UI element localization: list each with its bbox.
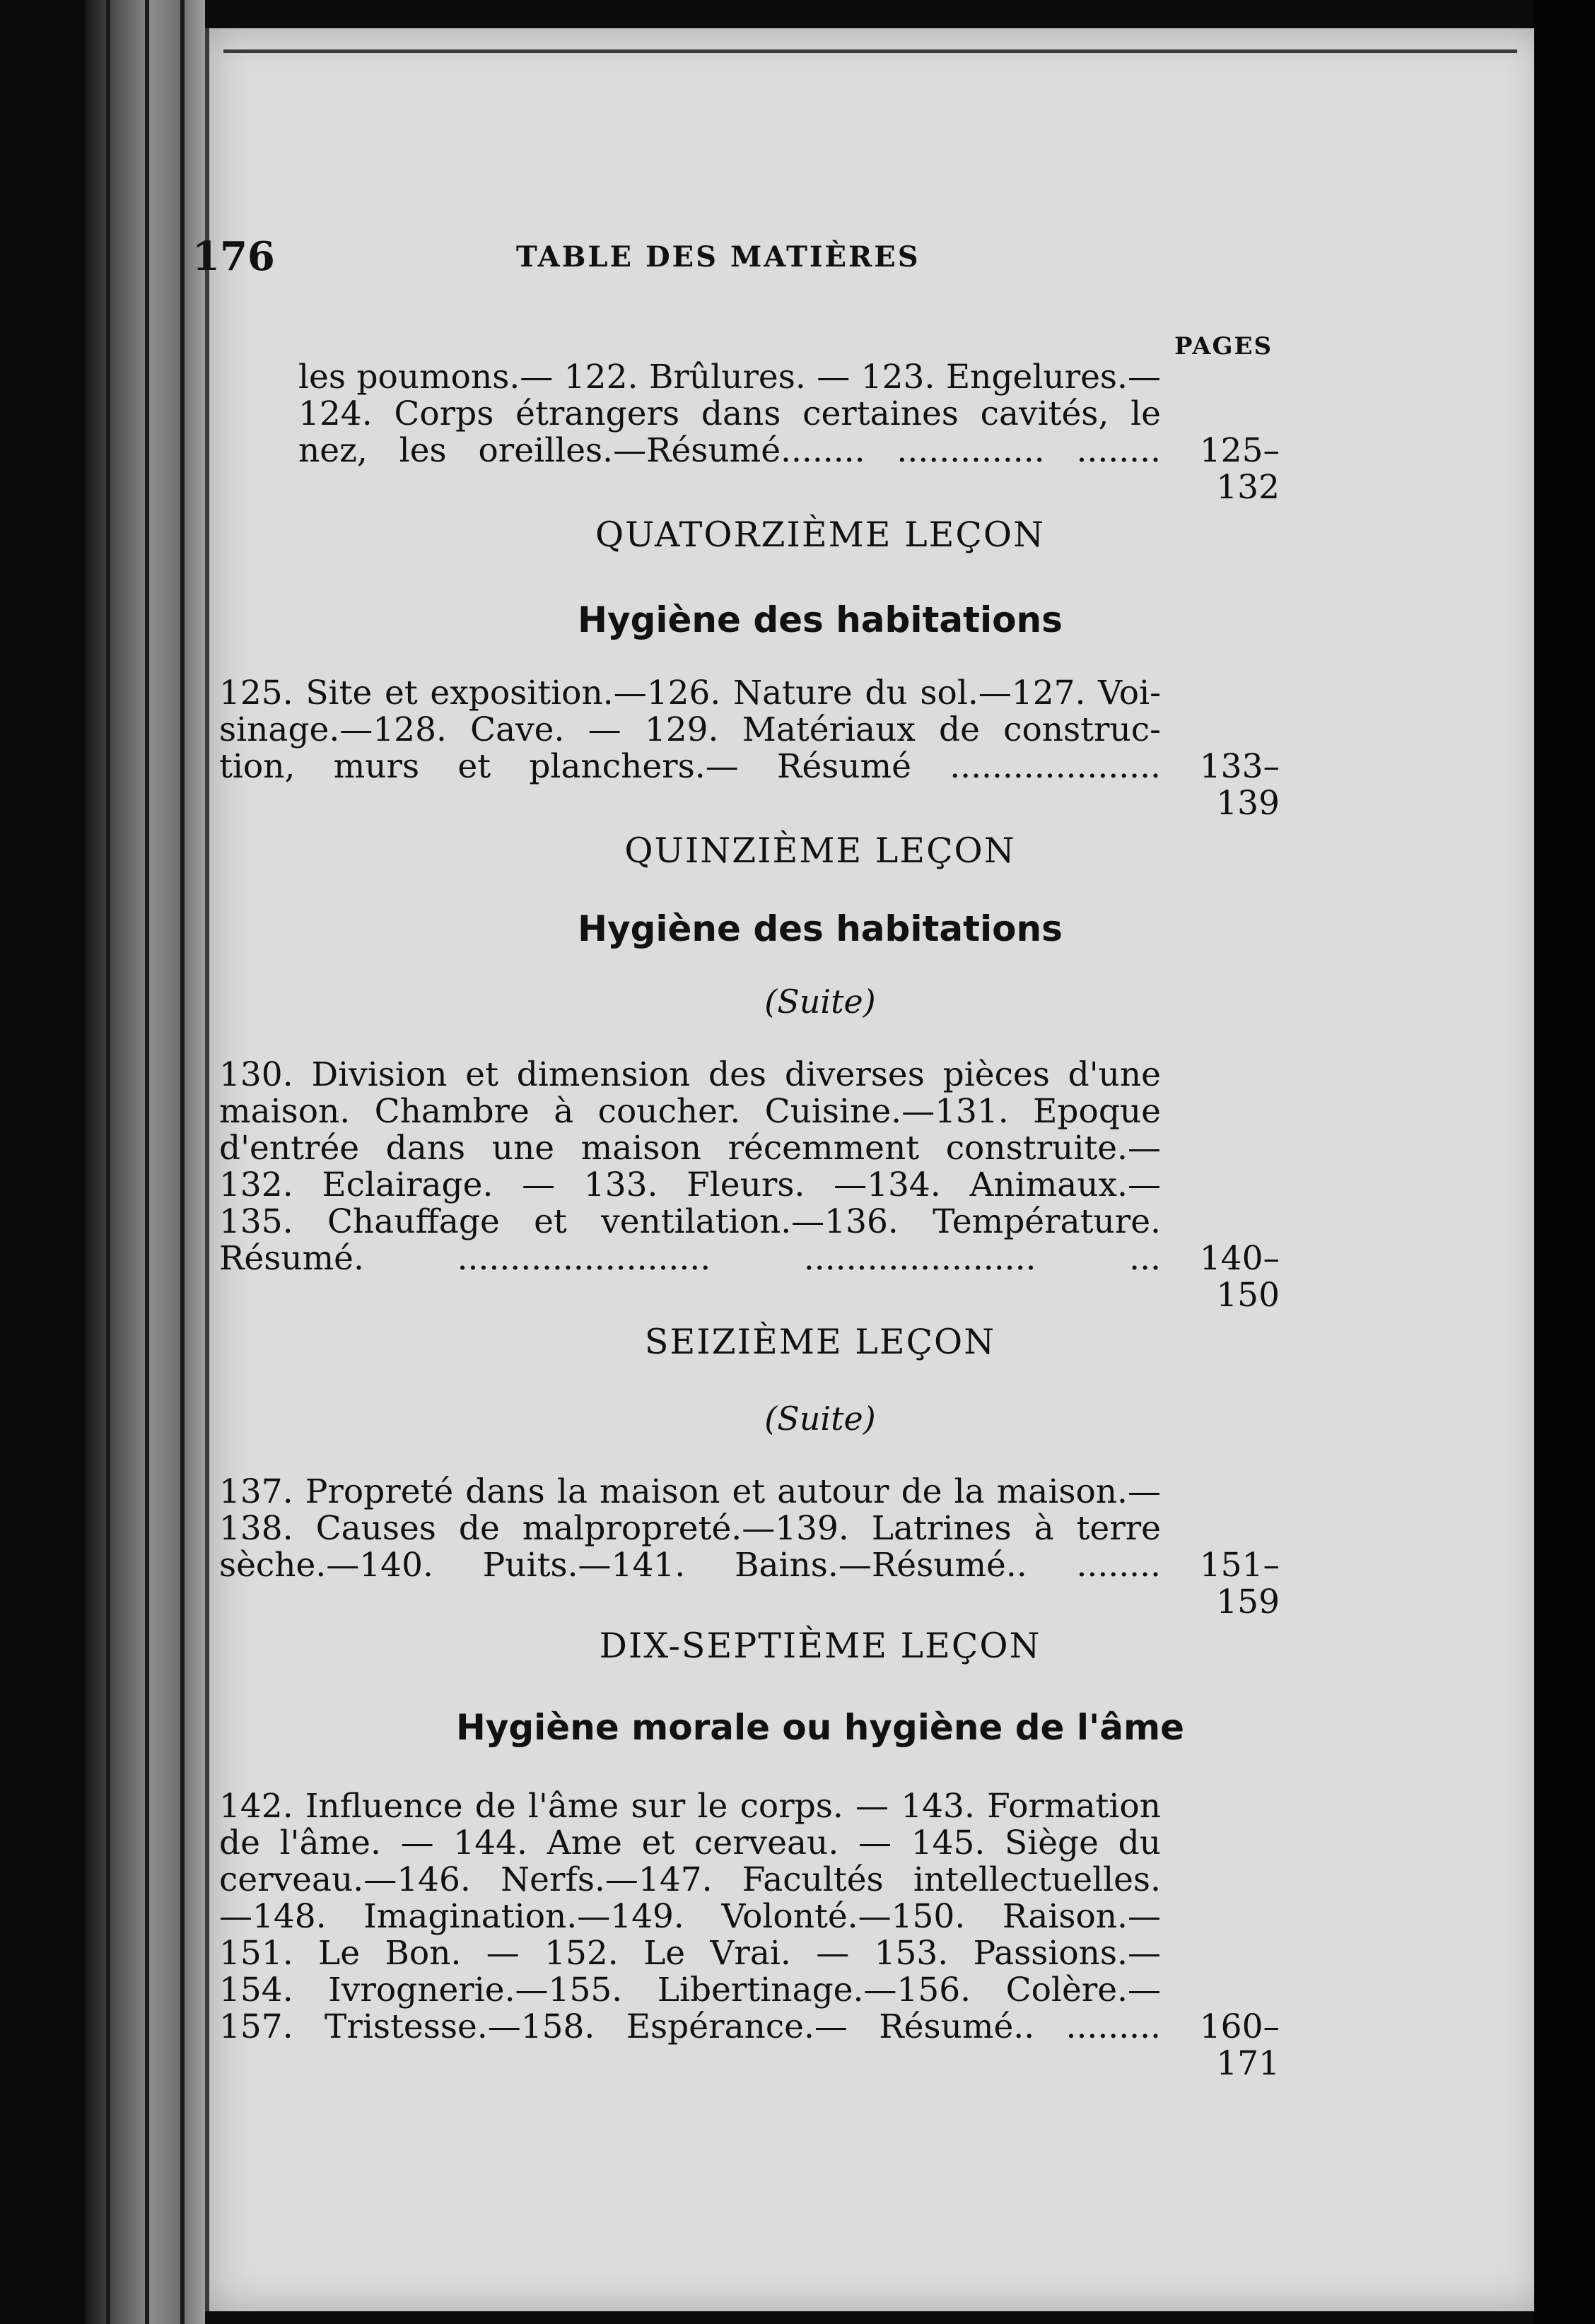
page-edge-line [180, 0, 185, 2324]
page-number: 176 [192, 233, 275, 280]
toc-entry-text [219, 1474, 1161, 1584]
lesson-suite-note: (Suite) [764, 1399, 876, 1438]
toc-entry-text [219, 359, 1161, 469]
page-edge-line [145, 0, 149, 2324]
toc-line: 124. Corps étrangers dans certaines cavités, le [298, 394, 1161, 433]
pages-column-label: PAGES [1174, 332, 1273, 360]
toc-line: les poumons.— 122. Brûlures. — 123. Engelures.— [298, 358, 1161, 397]
toc-page-range: 140–150 [1199, 1239, 1280, 1315]
lesson-heading: DIX-SEPTIÈME LEÇON [599, 1626, 1041, 1666]
running-title: TABLE DES MATIÈRES [516, 240, 921, 274]
lesson-heading: SEIZIÈME LEÇON [644, 1322, 996, 1362]
lesson-subject: Hygiène des habitations [578, 908, 1063, 949]
toc-page-range: 133–139 [1199, 747, 1280, 823]
scan-border [1534, 0, 1595, 2324]
toc-line: 151. Le Bon. — 152. Le Vrai. — 153. Passions.— [219, 1934, 1161, 1973]
toc-page-range: 125–132 [1199, 431, 1280, 507]
toc-line: 130. Division et dimension des diverses pièces d'une [219, 1055, 1161, 1094]
toc-line: sinage.—128. Cave. — 129. Matériaux de construc- [219, 710, 1161, 749]
toc-line: nez, les oreilles.—Résumé........ .............. ........ [298, 431, 1161, 470]
toc-line: 137. Propreté dans la maison et autour de la maison.— [219, 1472, 1161, 1511]
toc-line: tion, murs et planchers.— Résumé .................... [219, 747, 1161, 786]
lesson-heading: QUATORZIÈME LEÇON [595, 515, 1045, 555]
toc-line: 125. Site et exposition.—126. Nature du sol.—127. Voi- [219, 674, 1161, 712]
toc-line: sèche.—140. Puits.—141. Bains.—Résumé.. ........ [219, 1546, 1161, 1585]
toc-page-range: 151–159 [1199, 1546, 1280, 1621]
toc-entry-text [219, 675, 1161, 785]
top-rule [223, 49, 1517, 53]
lesson-suite-note: (Suite) [764, 982, 876, 1021]
toc-line: d'entrée dans une maison récemment construite.— [219, 1129, 1161, 1168]
toc-line: de l'âme. — 144. Ame et cerveau. — 145. Siège du [219, 1824, 1161, 1862]
toc-entry-text [219, 1057, 1161, 1277]
toc-entry-text [219, 1788, 1161, 2046]
lesson-subject: Hygiène des habitations [578, 599, 1063, 640]
page-edge-line [106, 0, 110, 2324]
toc-line: 142. Influence de l'âme sur le corps. — 143. Formation [219, 1787, 1161, 1826]
toc-page-range: 160–171 [1199, 2007, 1280, 2083]
lesson-subject: Hygiène morale ou hygiène de l'âme [455, 1707, 1185, 1748]
toc-line: 132. Eclairage. — 133. Fleurs. —134. Animaux.— [219, 1166, 1161, 1204]
toc-line: 135. Chauffage et ventilation.—136. Température. [219, 1202, 1161, 1241]
lesson-heading: QUINZIÈME LEÇON [624, 831, 1016, 871]
toc-line: —148. Imagination.—149. Volonté.—150. Raison.— [219, 1897, 1161, 1936]
toc-line: cerveau.—146. Nerfs.—147. Facultés intellectuelles. [219, 1860, 1161, 1899]
toc-line: 138. Causes de malpropreté.—139. Latrines à terre [219, 1509, 1161, 1548]
toc-line: Résumé. ........................ ...................... ... [219, 1239, 1161, 1278]
toc-line: maison. Chambre à coucher. Cuisine.—131. Epoque [219, 1092, 1161, 1131]
toc-line: 154. Ivrognerie.—155. Libertinage.—156. Colère.— [219, 1971, 1161, 2009]
toc-line: 157. Tristesse.—158. Espérance.— Résumé.. ......... [219, 2007, 1161, 2046]
